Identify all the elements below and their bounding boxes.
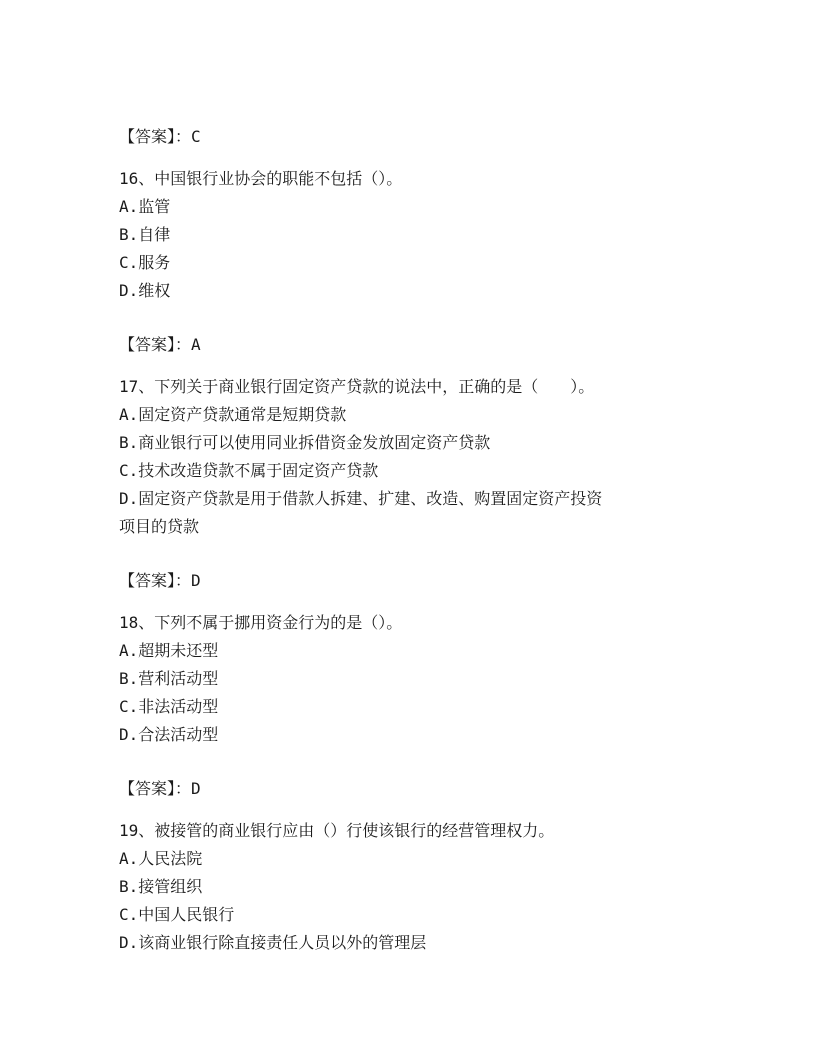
question-16-option-c: C.服务 — [119, 253, 171, 272]
question-17-option-d-continued: 项目的贷款 — [119, 517, 200, 536]
question-18-stem: 18、下列不属于挪用资金行为的是（）。 — [119, 613, 403, 632]
question-17-option-c: C.技术改造贷款不属于固定资产贷款 — [119, 461, 379, 480]
question-18-option-d: D.合法活动型 — [119, 725, 219, 744]
question-19-option-b: B.接管组织 — [119, 877, 203, 896]
question-19-stem: 19、被接管的商业银行应由（）行使该银行的经营管理权力。 — [119, 821, 555, 840]
question-18-option-b: B.营利活动型 — [119, 669, 219, 688]
question-18-option-c: C.非法活动型 — [119, 697, 219, 716]
question-18-option-a: A.超期未还型 — [119, 641, 219, 660]
question-17-stem: 17、下列关于商业银行固定资产贷款的说法中，正确的是（ ）。 — [119, 377, 595, 396]
answer-line: 【答案】：D — [119, 779, 201, 798]
question-17-option-a: A.固定资产贷款通常是短期贷款 — [119, 405, 347, 424]
question-19-option-d: D.该商业银行除直接责任人员以外的管理层 — [119, 933, 427, 952]
question-16-option-a: A.监管 — [119, 197, 171, 216]
answer-line: 【答案】：A — [119, 335, 201, 354]
question-17-option-b: B.商业银行可以使用同业拆借资金发放固定资产贷款 — [119, 433, 491, 452]
answer-line: 【答案】：D — [119, 571, 201, 590]
question-16-option-d: D.维权 — [119, 281, 171, 300]
question-16-stem: 16、中国银行业协会的职能不包括（）。 — [119, 169, 403, 188]
question-16-option-b: B.自律 — [119, 225, 171, 244]
question-19-option-c: C.中国人民银行 — [119, 905, 235, 924]
answer-line: 【答案】：C — [119, 127, 201, 146]
question-19-option-a: A.人民法院 — [119, 849, 203, 868]
question-17-option-d: D.固定资产贷款是用于借款人拆建、扩建、改造、购置固定资产投资 — [119, 489, 603, 508]
